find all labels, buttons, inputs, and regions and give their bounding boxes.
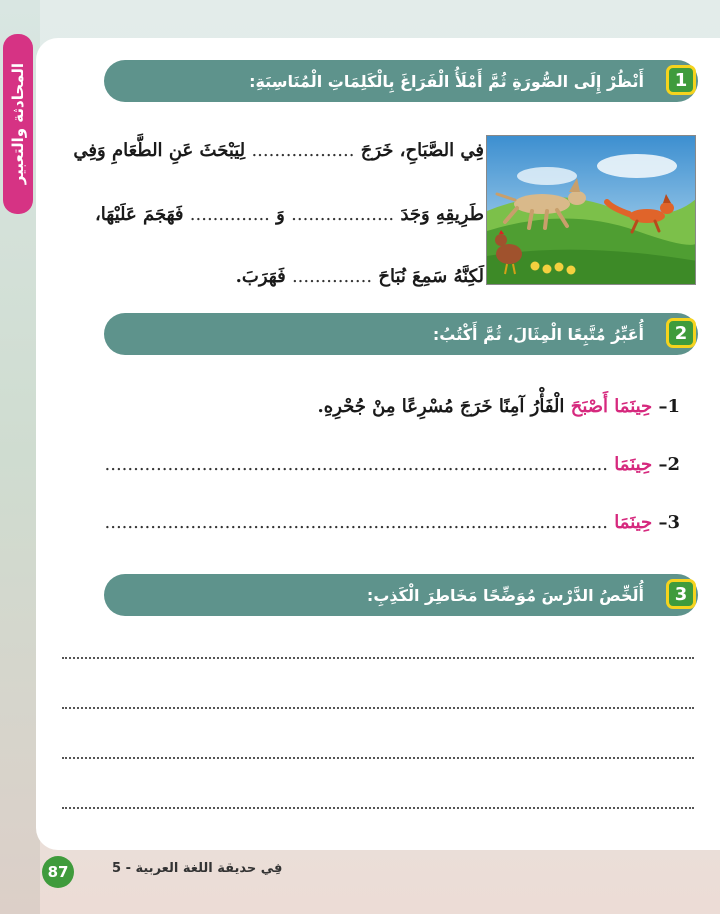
farm-scene-image [487,136,696,285]
exercise-2-item-2 [105,454,681,475]
exercise-1-line-3 [236,266,484,287]
page-number: 87 [42,856,74,888]
item-3-number: 3– [658,512,680,533]
blank-2[interactable]: .................. [291,204,395,225]
line-2-start: طَرِيقِهِ وَجَدَ [400,204,484,225]
line-1-end: لِيَبْحَثَ عَنِ الطَّعَامِ وَفِي [73,140,246,161]
line-2-and: وَ [276,204,285,225]
section-2-banner [104,313,698,355]
section-2-number-badge: 2 [666,318,696,348]
section-side-tab [3,34,33,214]
item-2-number: 2– [658,454,680,475]
exercise-2-item-1 [318,396,681,417]
line-3-start: لَكِنَّهُ سَمِعَ نُبَاحَ [378,266,484,287]
exercise-2-item-3 [105,512,681,533]
item-2-lead: حِينَمَا [614,454,653,475]
exercise-1-line-1 [73,140,484,161]
writing-line-3[interactable] [62,755,694,759]
item-1-number: 1– [658,396,680,417]
blank-4[interactable]: .............. [291,266,373,287]
item-1-sentence: الْفَأْرُ آمِنًا خَرَجَ مُسْرِعًا مِنْ جُحْرِهِ. [317,396,565,417]
section-3-banner [104,574,698,616]
item-2-blank[interactable]: ........................................................................................ [104,454,609,475]
section-2-instruction: أُعَبِّرُ مُتَّبِعًا الْمِثَالَ، ثُمَّ أَكْتُبُ: [432,324,644,344]
section-1-banner [104,60,698,102]
item-3-lead: حِينَمَا [614,512,653,533]
blank-1[interactable]: .................. [251,140,355,161]
line-1-start: فِي الصَّبَاحِ، خَرَجَ [360,140,484,161]
writing-line-2[interactable] [62,705,694,709]
exercise-1-line-2 [95,204,484,225]
section-3-instruction: أُلَخِّصُ الدَّرْسَ مُوَضِّحًا مَخَاطِرَ الْكَذِبِ: [366,585,644,605]
blank-3[interactable]: .............. [189,204,270,225]
line-3-end: فَهَرَبَ. [235,266,286,287]
dog-fox-hen-illustration [486,135,696,285]
item-3-blank[interactable]: ........................................................................................ [104,512,609,533]
writing-line-4[interactable] [62,805,694,809]
book-title: فِي حديقة اللغة العربية - 5 [112,861,283,876]
side-tab-label: المحادثة والتعبير [9,63,27,185]
section-3-number-badge: 3 [666,579,696,609]
writing-line-1[interactable] [62,655,694,659]
item-1-lead: حِينَمَا أَصْبَحَ [570,396,653,417]
line-2-end: فَهَجَمَ عَلَيْهَا، [95,204,184,225]
section-1-number-badge: 1 [666,65,696,95]
section-1-instruction: أَنْظُرْ إِلَى الصُّورَةِ ثُمَّ أَمْلَأُ الْفَرَاغَ بِالْكَلِمَاتِ الْمُنَاسِبَةِ: [249,71,644,91]
